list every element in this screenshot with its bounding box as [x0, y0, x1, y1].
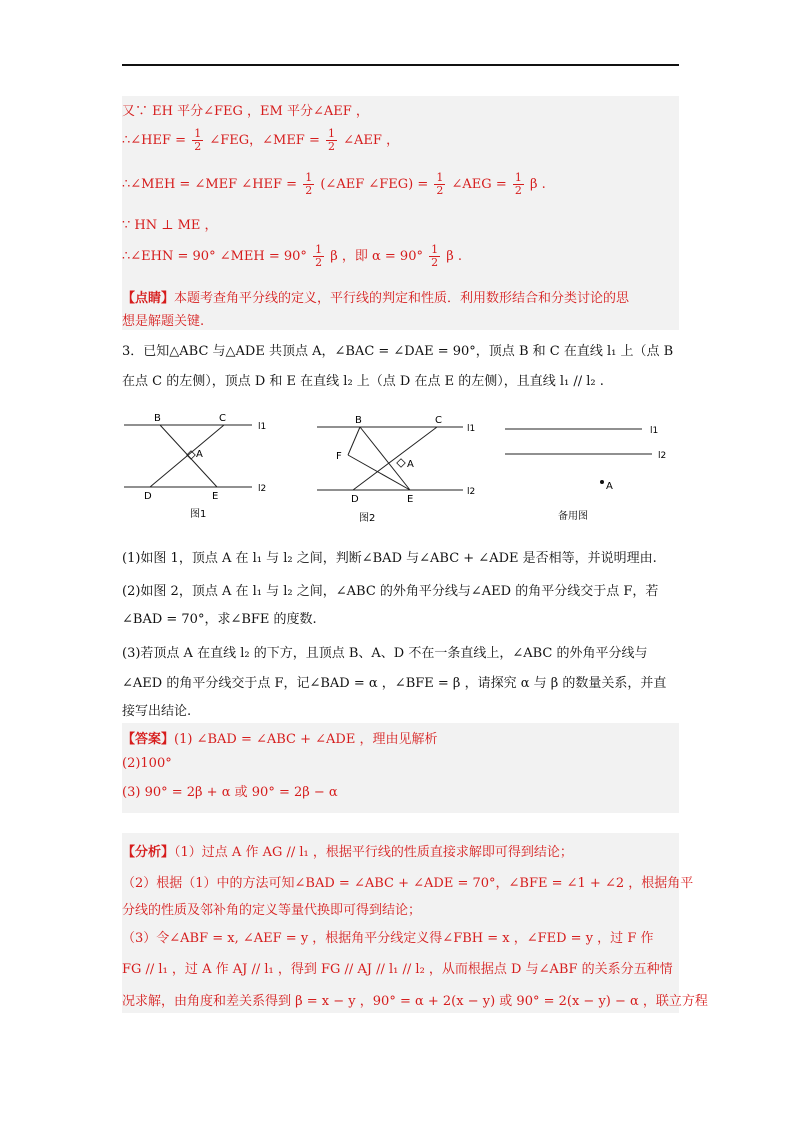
label-B: B [154, 413, 161, 424]
solution-line-2-c: ∠AEF ， [343, 133, 400, 148]
label-l2: l2 [258, 484, 267, 494]
solution-line-5-b: β ，即 α = 90° [330, 249, 423, 264]
solution-line-2 [122, 128, 399, 153]
figure-1 [122, 405, 282, 525]
analysis-line-5: FG // l₁ ，过 A 作 AJ // l₁ ，得到 FG // AJ // l₁ // l₂ ，从而根据点 D 与∠ABF 的关系分五种情 [122, 962, 673, 977]
analysis-block [122, 833, 679, 1013]
answer-text-1: (1) ∠BAD = ∠ABC + ∠ADE ，理由见解析 [174, 732, 438, 747]
label-C: C [219, 413, 226, 424]
solution-line-2-b: ∠FEG，∠MEF = [209, 133, 320, 148]
solution-line-4: ∵ HN ⊥ ME ， [122, 218, 218, 233]
label-E: E [407, 494, 414, 505]
solution-line-2-a: ∴∠HEF = [122, 133, 187, 148]
answer-line-3 [122, 781, 338, 800]
solution-line-3 [122, 172, 546, 197]
caption-figure-2: 图2 [359, 513, 376, 524]
label-l2: l2 [658, 451, 667, 461]
fraction-half: $\frac{1}{2}$ [194, 127, 202, 153]
solution-line-3-a: ∴∠MEH = ∠MEF ∠HEF = [122, 177, 298, 192]
analysis-line-1 [122, 841, 573, 860]
solution-line-3-c: ∠AEG = [451, 177, 507, 192]
solution-line-1: 又∵ EH 平分∠FEG ，EM 平分∠AEF ， [122, 104, 369, 119]
label-E: E [212, 491, 219, 502]
label-C: C [435, 415, 442, 426]
question-1: (1)如图 1，顶点 A 在 l₁ 与 l₂ 之间，判断∠BAD 与∠ABC + ∠ADE 是否相等，并说明理由. [122, 551, 657, 566]
dianjing-line-2: 想是解题关键. [122, 314, 205, 329]
dianjing-tag: 【点睛】 [122, 291, 175, 306]
answer-3-eq-1: 90° = 2β + α [144, 785, 231, 800]
label-D: D [144, 491, 152, 502]
fraction-half: $\frac{1}{2}$ [436, 171, 444, 197]
label-l1: l1 [258, 422, 267, 432]
analysis-line-3: 分线的性质及邻补角的定义等量代换即可得到结论； [122, 903, 422, 918]
fraction-half: $\frac{1}{2}$ [315, 243, 323, 269]
answer-3-or: 或 [234, 785, 248, 800]
analysis-line-4: （3）令∠ABF = x, ∠AEF = y ，根据角平分线定义得∠FBH = x ，∠FED = y ，过 F 作 [122, 931, 654, 946]
solution-line-5-a: ∴∠EHN = 90° ∠MEH = 90° [122, 249, 307, 264]
fraction-half: $\frac{1}{2}$ [305, 171, 313, 197]
caption-figure-spare: 备用图 [558, 511, 588, 522]
answer-3-prefix: (3) [122, 785, 141, 800]
solution-line-3-d: β . [530, 177, 546, 192]
answer-tag: 【答案】 [122, 732, 175, 747]
fraction-half: $\frac{1}{2}$ [431, 243, 439, 269]
answer-3-eq-2: 90° = 2β − α [251, 785, 338, 800]
label-F: F [336, 451, 342, 462]
label-l1: l1 [467, 424, 476, 434]
question-3-b: ∠AED 的角平分线交于点 F，记∠BAD = α ，∠BFE = β ，请探究 α 与 β 的数量关系，并直 [122, 676, 667, 691]
label-l1: l1 [650, 426, 659, 436]
question-2-a: (2)如图 2，顶点 A 在 l₁ 与 l₂ 之间，∠ABC 的外角平分线与∠AED 的角平分线交于点 F，若 [122, 584, 659, 599]
question-2-b: ∠BAD = 70°，求∠BFE 的度数. [122, 612, 317, 627]
solution-line-3-b: (∠AEF ∠FEG) = [320, 177, 429, 192]
problem-line-2: 在点 C 的左侧），顶点 D 和 E 在直线 l₂ 上（点 D 在点 E 的左侧），且直线 l₁ // l₂ . [122, 374, 604, 389]
problem-line-1: 3．已知△ABC 与△ADE 共顶点 A，∠BAC = ∠DAE = 90°，顶点 B 和 C 在直线 l₁ 上（点 B [122, 344, 674, 359]
figure-spare [500, 405, 680, 525]
label-A: A [606, 481, 613, 492]
analysis-line-2: （2）根据（1）中的方法可知∠BAD = ∠ABC + ∠ADE = 70°，∠BFE = ∠1 + ∠2 ，根据角平 [122, 876, 694, 891]
answer-line-1 [122, 728, 437, 747]
label-D: D [351, 494, 359, 505]
dianjing-line-1 [122, 287, 629, 306]
solution-line-5-c: β . [446, 249, 463, 264]
header-rule [122, 64, 679, 66]
analysis-tag: 【分析】 [122, 845, 175, 860]
label-B: B [355, 415, 362, 426]
fraction-half: $\frac{1}{2}$ [514, 171, 522, 197]
fraction-half: $\frac{1}{2}$ [328, 127, 335, 153]
figure-2 [315, 405, 490, 525]
analysis-line-6: 况求解，由角度和差关系得到 β = x − y ，90° = α + 2(x − y) 或 90° = 2(x − y) − α ，联立方程 [122, 994, 708, 1009]
label-A: A [196, 449, 203, 460]
caption-figure-1: 图1 [190, 509, 207, 520]
label-l2: l2 [467, 487, 476, 497]
answer-line-2: (2)100° [122, 756, 172, 771]
dianjing-text-1: 本题考查角平分线的定义，平行线的判定和性质．利用数形结合和分类讨论的思 [174, 291, 630, 306]
analysis-text-1: （1）过点 A 作 AG // l₁ ，根据平行线的性质直接求解即可得到结论； [174, 845, 573, 860]
solution-line-5 [122, 244, 462, 269]
question-3-c: 接写出结论. [122, 704, 192, 719]
question-3-a: (3)若顶点 A 在直线 l₂ 的下方，且顶点 B、A、D 不在一条直线上，∠ABC 的外角平分线与 [122, 646, 648, 661]
label-A: A [407, 459, 414, 470]
